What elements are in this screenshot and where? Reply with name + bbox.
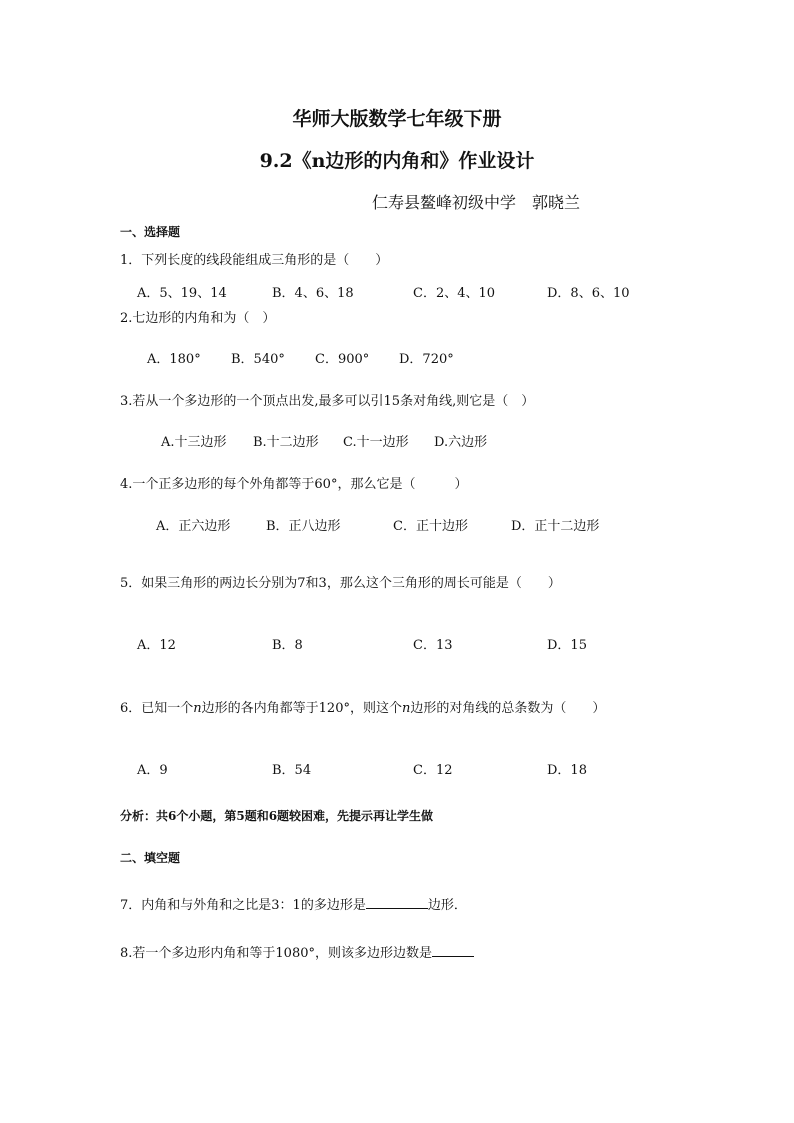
question-4-option-b: B．正八边形 [266, 519, 341, 534]
question-5-option-d: D．15 [547, 638, 587, 653]
question-6-option-a: A．9 [137, 763, 168, 778]
question-1-option-d: D．8、6、10 [547, 286, 630, 301]
question-8-answer-blank[interactable] [432, 944, 474, 957]
question-8 [120, 942, 474, 961]
section-heading-fill-in: 二、填空题 [120, 851, 181, 865]
question-4-option-d: D．正十二边形 [511, 519, 600, 534]
question-2-option-a: A．180° [147, 352, 201, 367]
author-line: 仁寿县鳌峰初级中学 郭晓兰 [372, 193, 581, 212]
question-7-stem-post: 边形． [427, 898, 467, 913]
question-4-stem: 4.一个正多边形的每个外角都等于60°，那么它是（ ） [120, 477, 468, 492]
section-heading-choice: 一、选择题 [120, 225, 181, 239]
question-4-option-a: A．正六边形 [156, 519, 231, 534]
question-3-option-b: B.十二边形 [253, 435, 319, 450]
question-3-option-c: C.十一边形 [343, 435, 409, 450]
question-5-option-c: C．13 [413, 638, 453, 653]
question-3-option-a: A.十三边形 [161, 435, 227, 450]
question-6-stem-pre: 6．已知一个 [120, 701, 194, 716]
question-7-stem-pre: 7．内角和与外角和之比是3：1的多边形是 [120, 898, 366, 913]
question-6-option-b: B．54 [272, 763, 312, 778]
page-subtitle: 9.2《n边形的内角和》作业设计 [259, 150, 535, 172]
question-7 [120, 894, 467, 913]
question-6-stem-mid: 边形的各内角都等于120°，则这个 [201, 701, 402, 716]
question-8-stem: 8.若一个多边形内角和等于1080°，则该多边形边数是 [120, 946, 432, 961]
question-5-stem: 5．如果三角形的两边长分别为7和3，那么这个三角形的周长可能是（ ） [120, 576, 561, 591]
question-1-option-a: A．5、19、14 [137, 286, 227, 301]
question-4-option-c: C．正十边形 [393, 519, 468, 534]
question-6-stem [120, 697, 605, 716]
question-2-option-d: D．720° [399, 352, 454, 367]
analysis-note: 分析：共6个小题，第5题和6题较困难，先提示再让学生做 [120, 809, 434, 823]
question-3-option-d: D.六边形 [434, 435, 488, 450]
page-title: 华师大版数学七年级下册 [292, 108, 502, 130]
question-2-option-c: C．900° [315, 352, 370, 367]
question-5-option-b: B．8 [272, 638, 303, 653]
question-7-answer-blank[interactable] [366, 896, 428, 909]
question-6-option-d: D．18 [547, 763, 587, 778]
question-3-stem: 3.若从一个多边形的一个顶点出发,最多可以引15条对角线,则它是（ ） [120, 394, 535, 409]
question-6-option-c: C．12 [413, 763, 453, 778]
question-6-variable-n: n [193, 701, 202, 716]
question-2-stem: 2.七边形的内角和为（ ） [120, 311, 276, 326]
question-6-variable-n-second: n [401, 701, 411, 716]
question-1-option-c: C．2、4、10 [413, 286, 496, 301]
question-1-stem: 1．下列长度的线段能组成三角形的是（ ） [120, 253, 389, 268]
question-6-stem-post: 边形的对角线的总条数为（ ） [410, 701, 606, 716]
question-5-option-a: A．12 [137, 638, 176, 653]
question-2-option-b: B．540° [231, 352, 285, 367]
question-1-option-b: B．4、6、18 [272, 286, 354, 301]
